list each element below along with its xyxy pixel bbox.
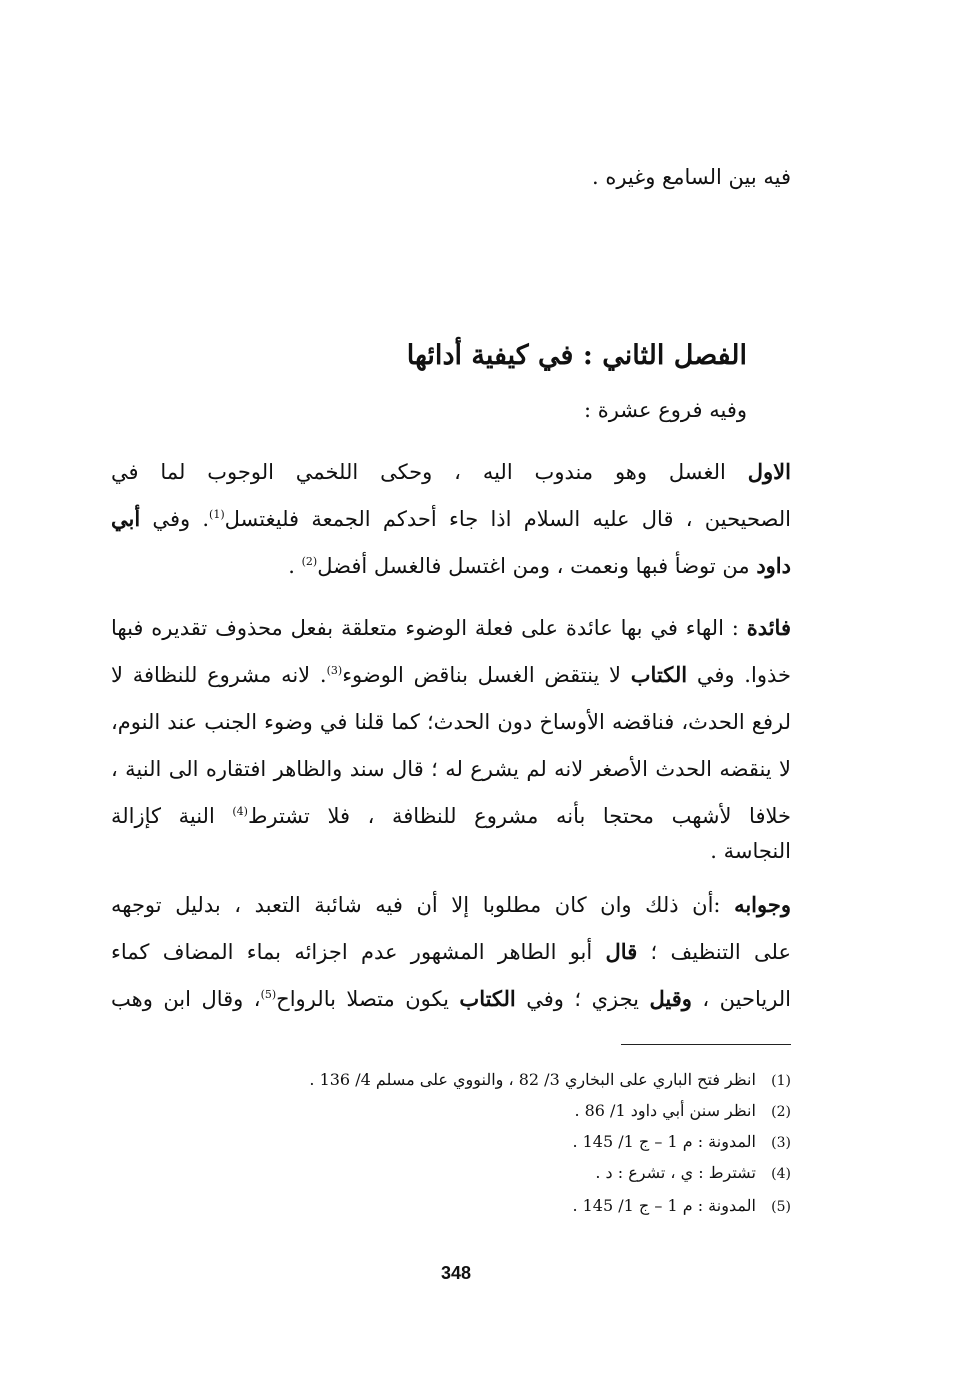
- para1-line3-text: من توضأ فبها ونعمت ، ومن اغتسل فالغسل أفضل: [317, 554, 757, 578]
- para2-line3: [111, 707, 791, 737]
- footnote-number: (2): [771, 1104, 791, 1120]
- para1-line2-text: الصحيحين ، قال عليه السلام اذا جاء أحدكم الجمعة فليغتسل: [224, 507, 791, 531]
- footnote-divider: [621, 1044, 791, 1045]
- para2-line2-text: خذوا. وفي: [687, 663, 791, 687]
- para2-line1-text: : الهاء في بها عائدة على فعلة الوضوء متعلقة بفعل محذوف تقديره فبها: [111, 616, 747, 640]
- footnote-4: [595, 1161, 791, 1186]
- para3-line3-text3: يكون متصلا بالرواح: [276, 987, 460, 1011]
- para3-line1: [111, 890, 791, 920]
- para2-line1: [111, 613, 791, 643]
- term-qila: وقيل: [649, 986, 692, 1011]
- footnote-number: (3): [771, 1135, 791, 1151]
- term-first: الاول: [747, 459, 791, 484]
- para2-line5-text2: النية كإزالة: [111, 804, 233, 828]
- footnote-ref-5[interactable]: (5): [260, 988, 277, 1001]
- para1-line3-text2: .: [288, 554, 302, 578]
- para2-line4-text: لا ينقضه الحدث الأصغر لانه لم يشرع له ؛ قال سند والظاهر افتقاره الى النية ،: [111, 757, 791, 781]
- section-subtitle: وفيه فروع عشرة :: [583, 398, 747, 422]
- para2-line5-text: خلافا لأشهب محتجا بأنه مشروع للنظافة ، فلا تشترط: [247, 804, 791, 828]
- para3-line2: [111, 937, 791, 967]
- footnote-number: (5): [771, 1199, 791, 1215]
- para3-line1-text: :أن ذلك وان كان مطلوبا إلا أن فيه شائبة التعبد ، بدليل توجهه: [111, 893, 735, 917]
- term-abi: أبي: [111, 506, 141, 531]
- term-qala: قال: [605, 939, 638, 964]
- para1-line1: [111, 457, 791, 487]
- term-dawud: داود: [756, 553, 791, 578]
- page-number: 348: [441, 1263, 472, 1283]
- footnote-1: [309, 1068, 791, 1093]
- para1-line1-text: الغسل وهو مندوب اليه ، وحكى اللخمي الوجوب لما في: [111, 460, 748, 484]
- para1-line2: [111, 504, 791, 534]
- footnote-text: المدونة : م 1 – ج 1/ 145 .: [572, 1132, 756, 1151]
- term-jawabuhu: وجوابه: [734, 892, 791, 917]
- footnote-ref-3[interactable]: (3): [326, 664, 343, 677]
- para2-line3-text: لرفع الحدث، فناقضه الأوساخ دون الحدث؛ كما قلنا في وضوء الجنب عند النوم،: [111, 710, 791, 734]
- footnote-5: [572, 1194, 791, 1219]
- footnote-3: [572, 1130, 791, 1155]
- para3-line3-text4: ، وقال ابن وهب: [111, 987, 261, 1011]
- continuation-line: فيه بين السامع وغيره .: [591, 165, 791, 189]
- para2-line6: [111, 836, 791, 866]
- para3-line2-text2: أبو الطاهر المشهور عدم اجزائه بماء المضاف كماء: [111, 940, 606, 964]
- para2-line6-text: النجاسة .: [710, 839, 791, 863]
- section-title: الفصل الثاني : في كيفية أدائها: [406, 340, 747, 371]
- para1-line3: [111, 551, 791, 581]
- para3-line3-text2: يجزي ؛ وفي: [515, 987, 650, 1011]
- para1-line2-text2: . وفي: [140, 507, 210, 531]
- para2-line4: [111, 754, 791, 784]
- footnote-number: (4): [771, 1166, 791, 1182]
- para2-line5: [111, 801, 791, 831]
- footnote-text: تشترط : ي ، تشرع : د .: [595, 1163, 756, 1182]
- para2-line2: [111, 660, 791, 690]
- term-kitab: الكتاب: [630, 662, 688, 687]
- para3-line3: [111, 984, 791, 1014]
- term-faida: فائدة: [746, 615, 791, 640]
- footnote-text: انظر سنن أبي داود 1/ 86 .: [574, 1101, 756, 1120]
- footnote-number: (1): [771, 1073, 791, 1089]
- footnote-2: [574, 1099, 791, 1124]
- para2-line2-text2: لا ينتقض الغسل بناقض الوضوء: [342, 663, 631, 687]
- para2-line2-text3: . لانه مشروع للنظافة لا: [111, 663, 327, 687]
- term-kitab-2: الكتاب: [459, 986, 516, 1011]
- para3-line3-text: الرياحين ،: [691, 987, 792, 1011]
- footnote-text: المدونة : م 1 – ج 1/ 145 .: [572, 1196, 756, 1215]
- footnote-text: انظر فتح الباري على البخاري 3/ 82 ، والنووي على مسلم 4/ 136 .: [309, 1070, 756, 1089]
- footnote-ref-2[interactable]: (2): [301, 555, 318, 568]
- para3-line2-text: على التنظيف ؛: [637, 940, 791, 964]
- footnote-ref-1[interactable]: (1): [209, 508, 225, 521]
- footnote-ref-4[interactable]: (4): [232, 805, 248, 818]
